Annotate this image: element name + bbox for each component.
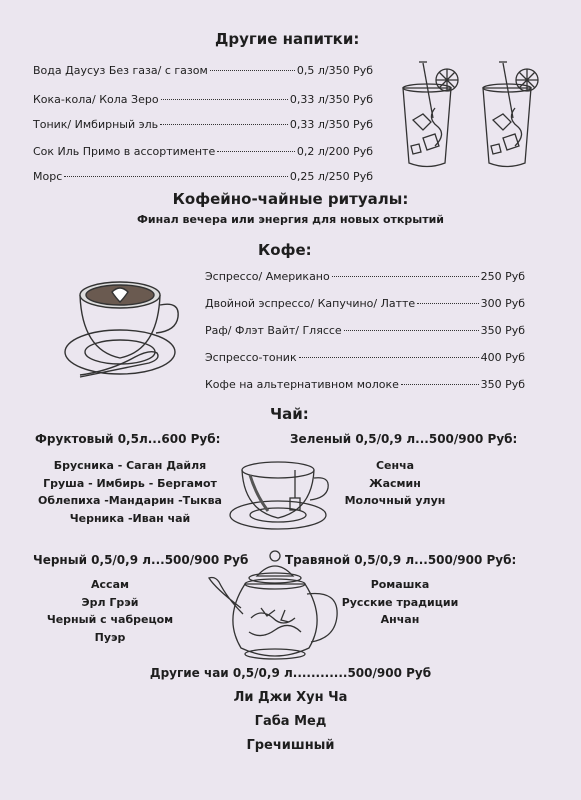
list-item: Молочный улун <box>344 494 446 507</box>
fruit-tea-title: Фруктовый 0,5л...600 Руб: <box>35 432 221 446</box>
item-name: Эспрессо-тоник <box>205 351 297 364</box>
section-title-coffee: Кофе: <box>258 241 312 259</box>
item-price: 0,33 л/350 Руб <box>289 93 373 106</box>
item-price: 350 Руб <box>480 324 525 337</box>
item-price: 0,25 л/250 Руб <box>289 170 373 183</box>
item-price: 350 Руб <box>480 378 525 391</box>
list-item: Груша - Имбирь - Бергамот <box>43 476 217 490</box>
section-title-rituals: Кофейно-чайные ритуалы: <box>172 190 409 208</box>
lemonade-glasses-illustration <box>395 58 560 173</box>
list-item: Черника -Иван чай <box>69 511 191 525</box>
glass-icon <box>403 62 458 167</box>
section-title-tea: Чай: <box>270 405 309 423</box>
list-item: Русские традиции <box>341 595 459 609</box>
item-price: 400 Руб <box>480 351 525 364</box>
menu-row <box>205 324 525 337</box>
black-tea-title: Черный 0,5/0,9 л...500/900 Руб <box>33 553 249 567</box>
item-name: Эспрессо/ Американо <box>205 270 330 283</box>
list-item: Габа Мед <box>254 714 327 729</box>
menu-row <box>33 93 373 106</box>
menu-row <box>33 170 373 183</box>
menu-row <box>33 118 373 131</box>
item-name: Вода Даусуз Без газа/ с газом <box>33 64 208 77</box>
item-name: Раф/ Флэт Вайт/ Гляссе <box>205 324 342 337</box>
list-item: Ассам <box>91 578 129 591</box>
list-item: Жасмин <box>369 476 421 490</box>
menu-row <box>33 64 373 77</box>
item-name: Тоник/ Имбирный эль <box>33 118 159 131</box>
section-title-other-drinks: Другие напитки: <box>215 30 360 48</box>
black-tea-list <box>40 576 180 646</box>
glass-icon <box>483 62 538 167</box>
list-item: Черный с чабрецом <box>46 613 174 626</box>
menu-row <box>205 270 525 283</box>
coffee-cup-illustration <box>60 270 190 390</box>
item-price: 0,2 л/200 Руб <box>296 145 373 158</box>
item-price: 250 Руб <box>480 270 525 283</box>
tea-cup-illustration <box>228 460 333 535</box>
herbal-tea-list <box>330 576 470 629</box>
list-item: Ли Джи Хун Ча <box>233 690 348 705</box>
list-item: Ромашка <box>370 578 430 591</box>
list-item: Облепиха -Мандарин -Тыква <box>38 494 222 507</box>
fruit-tea-list <box>20 457 240 527</box>
list-item: Анчан <box>380 613 420 626</box>
menu-row <box>205 378 525 391</box>
other-tea-title: Другие чаи 0,5/0,9 л............500/900 Руб <box>149 666 432 680</box>
teapot-illustration <box>205 548 350 666</box>
green-tea-title: Зеленый 0,5/0,9 л...500/900 Руб: <box>290 432 518 446</box>
list-item: Пуэр <box>94 630 126 644</box>
item-price: 0,33 л/350 Руб <box>289 118 373 131</box>
item-name: Кофе на альтернативном молоке <box>205 378 399 391</box>
list-item: Эрл Грэй <box>81 595 139 609</box>
list-item: Брусника - Саган Дайля <box>53 459 207 472</box>
item-name: Морс <box>33 170 63 183</box>
item-name: Кока-кола/ Кола Зеро <box>33 93 159 106</box>
list-item: Сенча <box>375 459 415 472</box>
item-price: 0,5 л/350 Руб <box>296 64 373 77</box>
green-tea-list <box>320 457 470 510</box>
item-price: 300 Руб <box>480 297 525 310</box>
menu-row <box>205 297 525 310</box>
item-name: Сок Иль Примо в ассортименте <box>33 145 216 158</box>
menu-row <box>205 351 525 364</box>
herbal-tea-title: Травяной 0,5/0,9 л...500/900 Руб: <box>285 553 517 567</box>
menu-row <box>33 145 373 158</box>
list-item: Гречишный <box>246 738 335 753</box>
section-subtitle-rituals: Финал вечера или энергия для новых открытий <box>136 213 445 226</box>
item-name: Двойной эспрессо/ Капучино/ Латте <box>205 297 416 310</box>
